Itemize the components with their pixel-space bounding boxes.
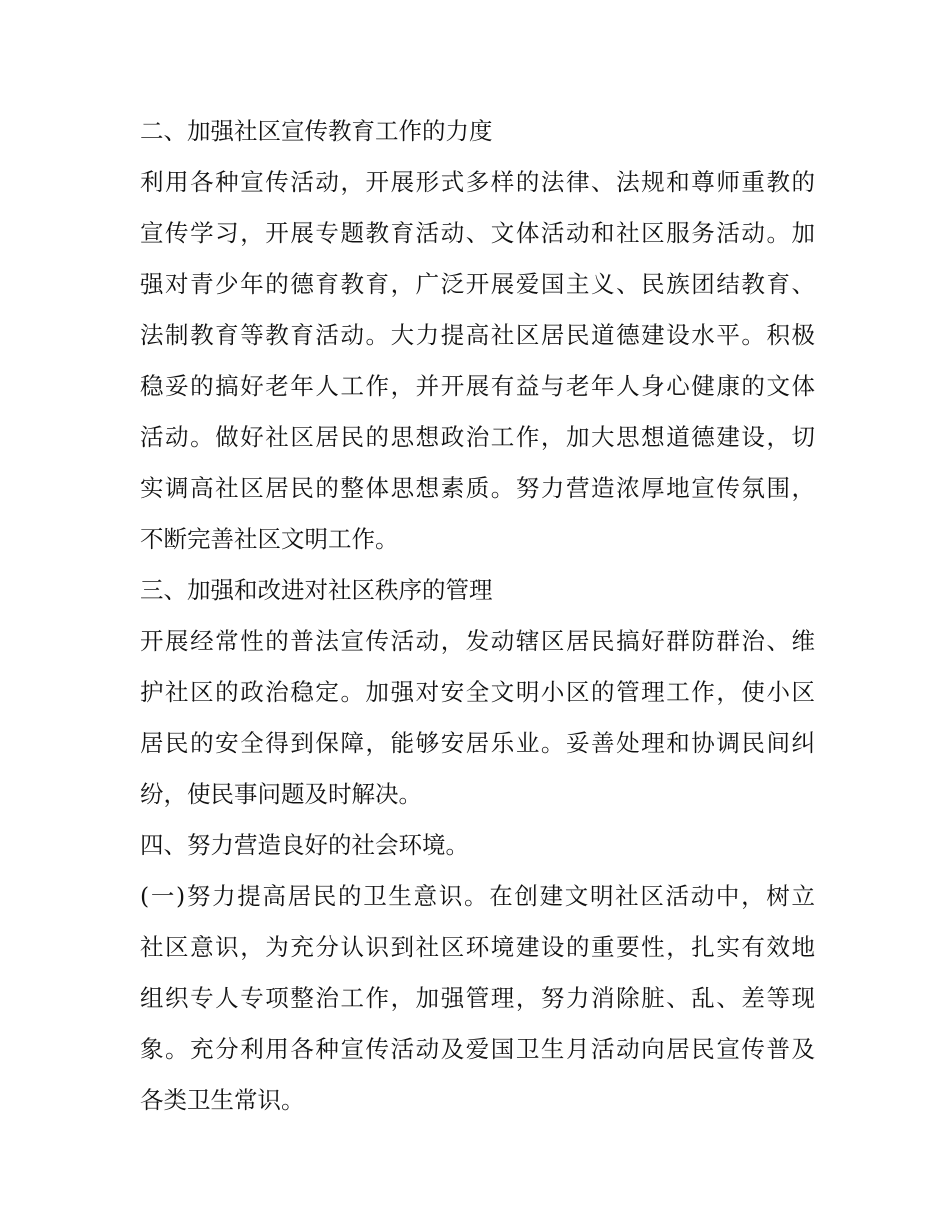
document-body <box>140 106 815 1126</box>
section-heading-3: 三、加强和改进对社区秩序的管理 <box>140 576 493 604</box>
paragraph-line: 社区意识，为充分认识到社区环境建设的重要性，扎实有效地 <box>140 933 815 961</box>
paragraph-line: 纷，使民事问题及时解决。 <box>140 780 422 808</box>
paragraph-line: 居民的安全得到保障，能够安居乐业。妥善处理和协调民间纠 <box>140 729 815 757</box>
paragraph-line: 象。充分利用各种宣传活动及爱国卫生月活动向居民宣传普及 <box>140 1035 815 1063</box>
paragraph-line: 活动。做好社区居民的思想政治工作，加大思想道德建设，切 <box>140 423 815 451</box>
paragraph-line: 宣传学习，开展专题教育活动、文体活动和社区服务活动。加 <box>140 219 815 247</box>
paragraph-line: 稳妥的搞好老年人工作，并开展有益与老年人身心健康的文体 <box>140 372 815 400</box>
section-heading-2: 二、加强社区宣传教育工作的力度 <box>140 117 493 145</box>
paragraph-line: 利用各种宣传活动，开展形式多样的法律、法规和尊师重教的 <box>140 168 815 196</box>
section-heading-4: 四、努力营造良好的社会环境。 <box>140 831 469 859</box>
paragraph-line: 不断完善社区文明工作。 <box>140 525 399 553</box>
paragraph-line: 组织专人专项整治工作，加强管理，努力消除脏、乱、差等现 <box>140 984 815 1012</box>
paragraph-line: 实调高社区居民的整体思想素质。努力营造浓厚地宣传氛围， <box>140 474 815 502</box>
paragraph-line: 护社区的政治稳定。加强对安全文明小区的管理工作，使小区 <box>140 678 815 706</box>
paragraph-line: (一)努力提高居民的卫生意识。在创建文明社区活动中，树立 <box>140 882 815 910</box>
paragraph-line: 强对青少年的德育教育，广泛开展爱国主义、民族团结教育、 <box>140 270 815 298</box>
paragraph-line: 各类卫生常识。 <box>140 1086 305 1114</box>
paragraph-line: 开展经常性的普法宣传活动，发动辖区居民搞好群防群治、维 <box>140 627 815 655</box>
paragraph-line: 法制教育等教育活动。大力提高社区居民道德建设水平。积极 <box>140 321 815 349</box>
